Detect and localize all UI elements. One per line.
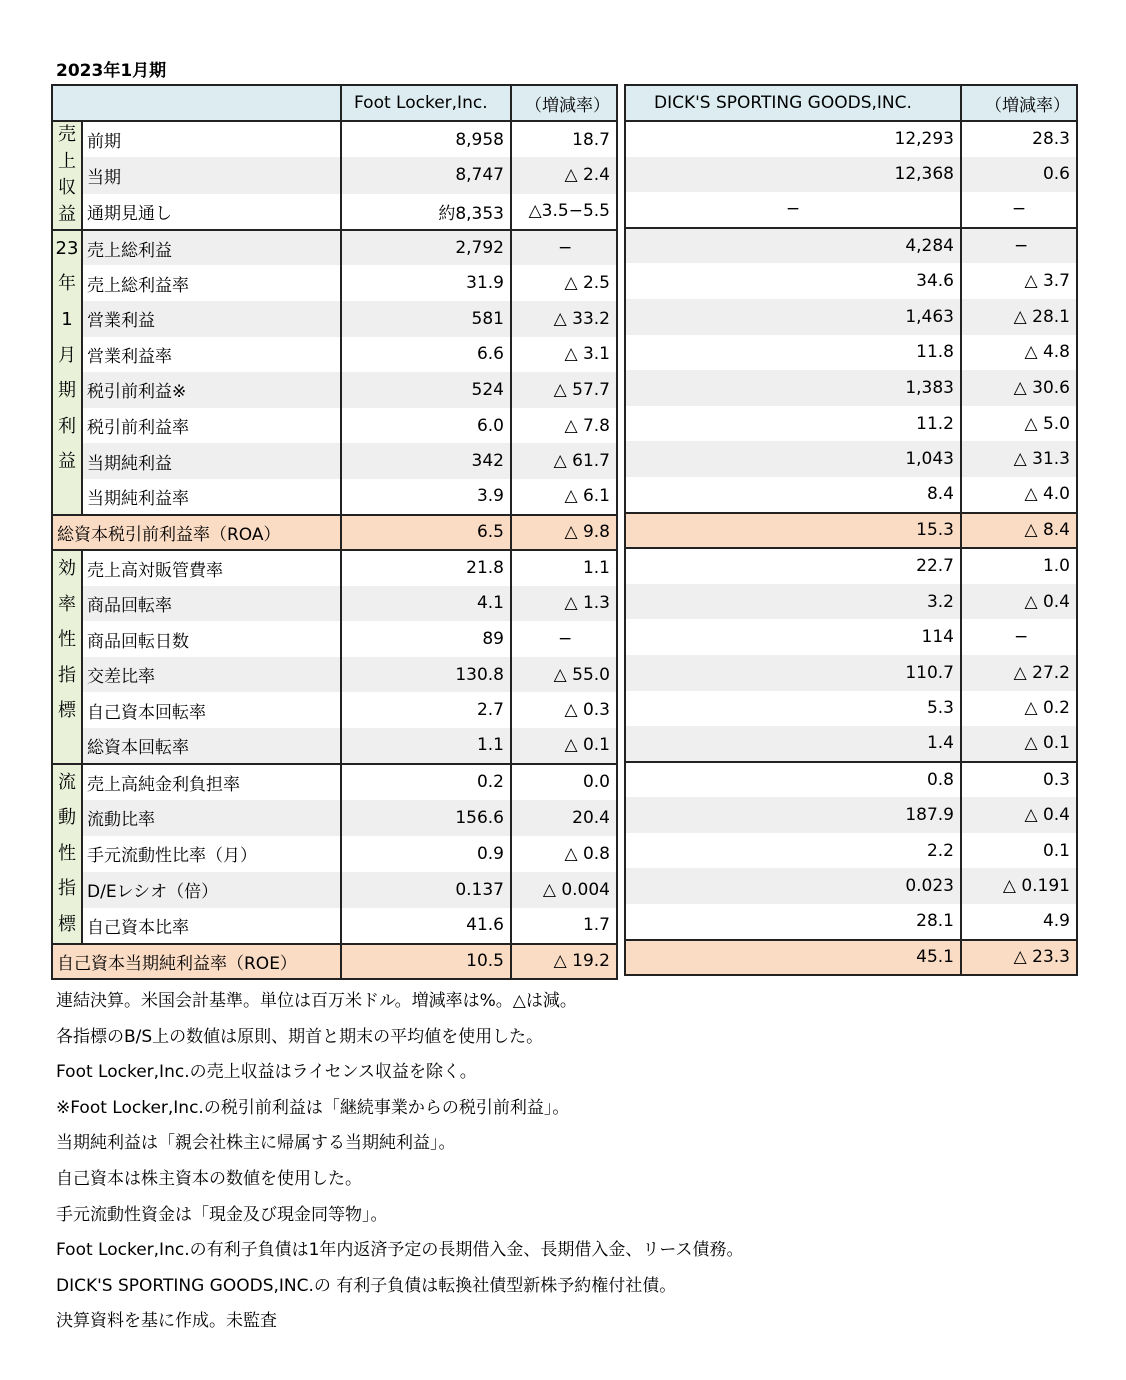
header-foot-locker: Foot Locker,Inc. <box>341 85 511 121</box>
foot-locker-value: 130.8 <box>341 657 511 693</box>
row-label: 総資本回転率 <box>82 728 341 764</box>
row-label: 当期純利益率 <box>82 479 341 515</box>
table-row <box>52 657 617 693</box>
table-row <box>625 406 1077 442</box>
dicks-value: 22.7 <box>625 548 961 584</box>
table-row <box>52 408 617 444</box>
row-label: 手元流動性比率（月） <box>82 836 341 872</box>
footnotes <box>56 984 744 1340</box>
dicks-value: 0.8 <box>625 762 961 798</box>
table-row <box>625 619 1077 655</box>
dicks-change: △ 0.2 <box>961 691 1077 727</box>
note-line: 各指標のB/S上の数値は原則、期首と期末の平均値を使用した。 <box>56 1026 544 1047</box>
row-label: 当期 <box>82 157 341 193</box>
foot-locker-change: 0.0 <box>511 764 617 800</box>
foot-locker-change: △ 2.5 <box>511 265 617 301</box>
dicks-change: 4.9 <box>961 904 1077 940</box>
foot-locker-value: 4.1 <box>341 586 511 622</box>
table-row <box>52 301 617 337</box>
row-label: 前期 <box>82 121 341 157</box>
dicks-change: 0.3 <box>961 762 1077 798</box>
foot-locker-table <box>51 84 618 980</box>
foot-locker-change: △ 3.1 <box>511 337 617 373</box>
dicks-change: △ 30.6 <box>961 370 1077 406</box>
table-row <box>52 121 617 157</box>
foot-locker-value: 21.8 <box>341 550 511 586</box>
note-line: 手元流動性資金は「現金及び現金同等物」。 <box>56 1204 388 1225</box>
dicks-change: △ 4.0 <box>961 477 1077 513</box>
foot-locker-value: 41.6 <box>341 908 511 944</box>
note-line: 連結決算。米国会計基準。単位は百万米ドル。増減率は%。△は減。 <box>56 991 577 1011</box>
foot-locker-change: △ 6.1 <box>511 479 617 515</box>
table-row <box>52 194 617 230</box>
table-row <box>625 477 1077 513</box>
row-label: 商品回転率 <box>82 586 341 622</box>
page-title: 2023年1月期 <box>56 61 167 81</box>
table-row <box>625 797 1077 833</box>
note-line: 自己資本は株主資本の数値を使用した。 <box>56 1168 362 1189</box>
note-line: 当期純利益は「親会社株主に帰属する当期純利益」。 <box>56 1133 456 1154</box>
dicks-change: △ 31.3 <box>961 441 1077 477</box>
foot-locker-change: 18.7 <box>511 121 617 157</box>
dicks-value: 15.3 <box>625 513 961 549</box>
dicks-change: 0.1 <box>961 833 1077 869</box>
dicks-change: △ 23.3 <box>961 940 1077 976</box>
table-row <box>625 868 1077 904</box>
table-row <box>52 157 617 193</box>
table-row <box>625 121 1077 157</box>
table-row <box>625 263 1077 299</box>
foot-locker-value: 約8,353 <box>341 194 511 230</box>
table-row <box>52 800 617 836</box>
table-row <box>625 762 1077 798</box>
dicks-change: 28.3 <box>961 121 1077 157</box>
row-label: 交差比率 <box>82 657 341 693</box>
dicks-value: 1,463 <box>625 299 961 335</box>
dicks-change: △ 8.4 <box>961 513 1077 549</box>
row-label: 売上総利益率 <box>82 265 341 301</box>
dicks-change: △ 5.0 <box>961 406 1077 442</box>
dicks-change: △ 0.4 <box>961 584 1077 620</box>
foot-locker-value: 89 <box>341 621 511 657</box>
dicks-value: 1,043 <box>625 441 961 477</box>
note-line: ※Foot Locker,Inc.の税引前利益は「継続事業からの税引前利益」。 <box>56 1097 570 1118</box>
dicks-change: 0.6 <box>961 157 1077 193</box>
dicks-change: 1.0 <box>961 548 1077 584</box>
dicks-value: 187.9 <box>625 797 961 833</box>
table-row <box>52 515 617 551</box>
row-label: 売上総利益 <box>82 230 341 266</box>
dicks-value: 0.023 <box>625 868 961 904</box>
foot-locker-value: 0.137 <box>341 872 511 908</box>
dicks-change: △ 0.191 <box>961 868 1077 904</box>
row-label: 自己資本当期純利益率（ROE） <box>52 944 341 980</box>
foot-locker-value: 8,747 <box>341 157 511 193</box>
group-text: 23 年 1 月 期 利 益 <box>55 237 79 473</box>
foot-locker-change: △ 61.7 <box>511 443 617 479</box>
row-label: 売上高対販管費率 <box>82 550 341 586</box>
dicks-value: 12,368 <box>625 157 961 193</box>
foot-locker-change: 20.4 <box>511 800 617 836</box>
note-line: Foot Locker,Inc.の売上収益はライセンス収益を除く。 <box>56 1062 477 1083</box>
row-label: 税引前利益※ <box>82 372 341 408</box>
foot-locker-change: △ 19.2 <box>511 944 617 980</box>
foot-locker-change: 1.1 <box>511 550 617 586</box>
header-row <box>625 85 1077 121</box>
foot-locker-value: 3.9 <box>341 479 511 515</box>
dicks-value: 28.1 <box>625 904 961 940</box>
dicks-value: 4,284 <box>625 228 961 264</box>
row-label: 商品回転日数 <box>82 621 341 657</box>
header-row <box>52 85 617 121</box>
row-label: 流動比率 <box>82 800 341 836</box>
foot-locker-change: △ 33.2 <box>511 301 617 337</box>
table-row <box>625 192 1077 228</box>
dicks-change: △ 0.4 <box>961 797 1077 833</box>
dicks-change: △ 4.8 <box>961 335 1077 371</box>
foot-locker-change: △ 1.3 <box>511 586 617 622</box>
table-row <box>52 621 617 657</box>
dicks-value: 5.3 <box>625 691 961 727</box>
foot-locker-change: − <box>511 621 617 657</box>
group-label-liquidity <box>52 764 82 944</box>
foot-locker-change: △ 0.004 <box>511 872 617 908</box>
row-label: 売上高純金利負担率 <box>82 764 341 800</box>
table-row <box>625 370 1077 406</box>
table-row <box>625 584 1077 620</box>
table-row <box>52 836 617 872</box>
row-label: 税引前利益率 <box>82 408 341 444</box>
foot-locker-value: 524 <box>341 372 511 408</box>
dicks-value: 11.2 <box>625 406 961 442</box>
dicks-change: − <box>961 192 1077 228</box>
foot-locker-value: 1.1 <box>341 728 511 764</box>
group-label-profit <box>52 230 82 515</box>
foot-locker-change: △ 0.8 <box>511 836 617 872</box>
table-row <box>625 299 1077 335</box>
foot-locker-change: △ 7.8 <box>511 408 617 444</box>
foot-locker-change: △ 55.0 <box>511 657 617 693</box>
table-row <box>625 655 1077 691</box>
header-change: （増減率） <box>961 85 1077 121</box>
dicks-change: △ 28.1 <box>961 299 1077 335</box>
table-row <box>625 335 1077 371</box>
dicks-change: △ 0.1 <box>961 726 1077 762</box>
table-row <box>52 908 617 944</box>
table-row <box>52 872 617 908</box>
table-row <box>52 586 617 622</box>
table-row <box>52 550 617 586</box>
row-label: 営業利益率 <box>82 337 341 373</box>
foot-locker-value: 31.9 <box>341 265 511 301</box>
dicks-change: − <box>961 228 1077 264</box>
dicks-value: 1.4 <box>625 726 961 762</box>
table-row <box>625 726 1077 762</box>
foot-locker-value: 342 <box>341 443 511 479</box>
dicks-value: 45.1 <box>625 940 961 976</box>
group-text: 売 上 収 益 <box>58 124 76 226</box>
note-line: Foot Locker,Inc.の有利子負債は1年内返済予定の長期借入金、長期借入金、リース債務。 <box>56 1240 744 1261</box>
note-line: 決算資料を基に作成。未監査 <box>56 1311 277 1332</box>
table-row <box>625 157 1077 193</box>
foot-locker-change: △ 2.4 <box>511 157 617 193</box>
foot-locker-change: 1.7 <box>511 908 617 944</box>
row-label: 自己資本比率 <box>82 908 341 944</box>
group-text: 効 率 性 指 標 <box>58 558 76 722</box>
dicks-value: 11.8 <box>625 335 961 371</box>
foot-locker-value: 6.6 <box>341 337 511 373</box>
foot-locker-value: 581 <box>341 301 511 337</box>
table-row <box>52 692 617 728</box>
table-row <box>52 265 617 301</box>
row-label: D/Eレシオ（倍） <box>82 872 341 908</box>
table-row <box>52 479 617 515</box>
row-label: 当期純利益 <box>82 443 341 479</box>
table-row <box>52 230 617 266</box>
table-row <box>625 548 1077 584</box>
table-row <box>625 513 1077 549</box>
dicks-value: 110.7 <box>625 655 961 691</box>
dicks-table <box>624 84 1078 976</box>
foot-locker-value: 2.7 <box>341 692 511 728</box>
dicks-change: − <box>961 619 1077 655</box>
dicks-value: 8.4 <box>625 477 961 513</box>
group-label-sales <box>52 121 82 230</box>
row-label: 自己資本回転率 <box>82 692 341 728</box>
table-row <box>625 833 1077 869</box>
table-row <box>52 443 617 479</box>
table-row <box>52 728 617 764</box>
note-line: DICK'S SPORTING GOODS,INC.の 有利子負債は転換社債型新株予約権付社債。 <box>56 1275 677 1296</box>
table-row <box>625 691 1077 727</box>
foot-locker-value: 10.5 <box>341 944 511 980</box>
foot-locker-change: △ 9.8 <box>511 515 617 551</box>
dicks-value: 114 <box>625 619 961 655</box>
dicks-change: △ 27.2 <box>961 655 1077 691</box>
header-blank <box>52 85 341 121</box>
row-label: 営業利益 <box>82 301 341 337</box>
dicks-value: 3.2 <box>625 584 961 620</box>
header-dicks: DICK'S SPORTING GOODS,INC. <box>625 85 961 121</box>
header-change: （増減率） <box>511 85 617 121</box>
foot-locker-change: △ 0.3 <box>511 692 617 728</box>
foot-locker-value: 2,792 <box>341 230 511 266</box>
foot-locker-value: 156.6 <box>341 800 511 836</box>
table-row <box>625 441 1077 477</box>
foot-locker-value: 8,958 <box>341 121 511 157</box>
dicks-value: 1,383 <box>625 370 961 406</box>
dicks-change: △ 3.7 <box>961 263 1077 299</box>
foot-locker-change: − <box>511 230 617 266</box>
foot-locker-value: 0.9 <box>341 836 511 872</box>
foot-locker-value: 6.5 <box>341 515 511 551</box>
group-text: 流 動 性 指 標 <box>58 771 76 936</box>
table-row <box>625 940 1077 976</box>
foot-locker-value: 6.0 <box>341 408 511 444</box>
table-row <box>52 764 617 800</box>
table-row <box>52 372 617 408</box>
foot-locker-change: △ 0.1 <box>511 728 617 764</box>
group-label-efficiency <box>52 550 82 764</box>
table-row <box>625 228 1077 264</box>
table-row <box>52 337 617 373</box>
dicks-value: 34.6 <box>625 263 961 299</box>
dicks-value: 12,293 <box>625 121 961 157</box>
foot-locker-change: △3.5−5.5 <box>511 194 617 230</box>
row-label: 通期見通し <box>82 194 341 230</box>
foot-locker-value: 0.2 <box>341 764 511 800</box>
row-label: 総資本税引前利益率（ROA） <box>52 515 341 551</box>
foot-locker-change: △ 57.7 <box>511 372 617 408</box>
dicks-value: 2.2 <box>625 833 961 869</box>
dicks-value: − <box>625 192 961 228</box>
table-row <box>625 904 1077 940</box>
table-row <box>52 944 617 980</box>
